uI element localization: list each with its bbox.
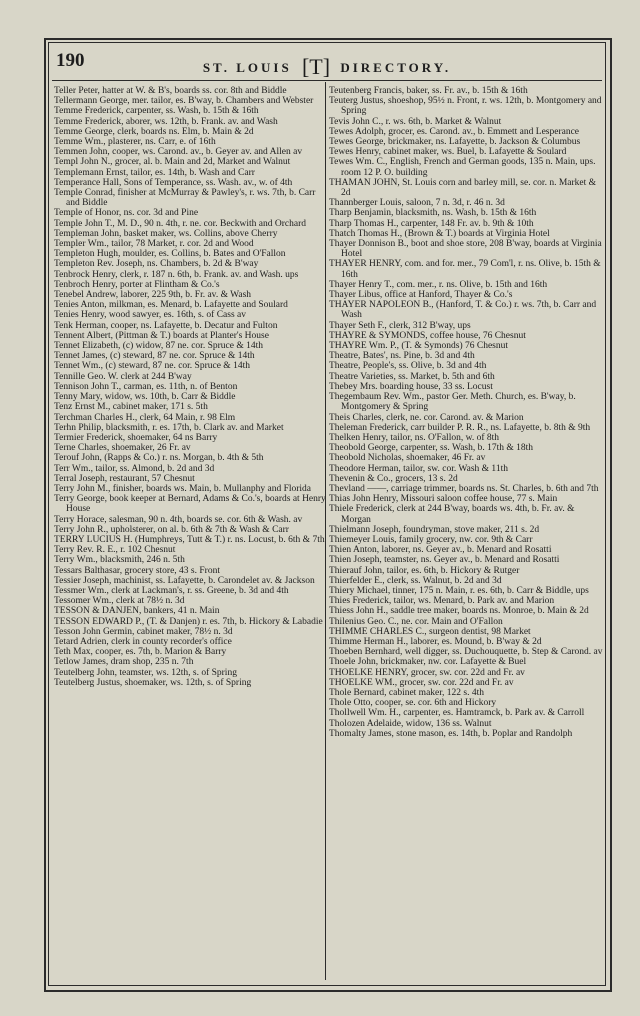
directory-entry: Theleman Frederick, carr builder P. R. R., ns. Lafayette, b. 8th & 9th: [329, 422, 591, 433]
directory-entry: Teutelberg John, teamster, ws. 12th, s. of Spring: [54, 667, 237, 678]
directory-entry: Theodore Herman, tailor, sw. cor. Wash & 11th: [329, 463, 508, 474]
directory-entry: Thierauf John, tailor, es. 6th, b. Hickory & Rutger: [329, 565, 520, 576]
directory-entry: THOELKE HENRY, grocer, sw. cor. 22d and Fr. av: [329, 667, 525, 678]
directory-entry: Tennent Albert, (Pittman & T.) boards at Planter's House: [54, 330, 269, 341]
directory-entry: Terr Wm., tailor, ss. Almond, b. 2d and 3d: [54, 463, 215, 474]
directory-entry: Thierfelder E., clerk, ss. Walnut, b. 2d and 3d: [329, 575, 502, 586]
directory-entry: Thayer Libus, office at Hanford, Thayer & Co.'s: [329, 290, 513, 301]
directory-entry: Thole Bernard, cabinet maker, 122 s. 4th: [329, 687, 485, 698]
directory-entry: Terne Charles, shoemaker, 26 Fr. av: [54, 443, 191, 454]
directory-entry: Tewes George, brickmaker, ns. Lafayette, b. Jackson & Columbus: [329, 137, 581, 148]
left-column: [54, 86, 328, 978]
directory-entry: Tessomer Wm., clerk at 78½ n. 3d: [54, 596, 185, 607]
directory-entry: Thole Otto, cooper, se. cor. 6th and Hickory: [329, 698, 497, 709]
directory-entry: Terry Rev. R. E., r. 102 Chesnut: [54, 545, 176, 556]
directory-entry: Thias John Henry, Missouri saloon coffee house, 77 s. Main: [329, 494, 558, 505]
directory-entry: Thilenius Geo. C., ne. cor. Main and O'Fallon: [329, 616, 503, 627]
title-letter: [T]: [301, 54, 331, 79]
directory-entry: Thiess John H., saddle tree maker, boards ns. Monroe, b. Main & 2d: [329, 606, 589, 617]
directory-entry: Theatre, Bates', ns. Pine, b. 3d and 4th: [329, 351, 475, 362]
directory-entry: Tenbrock Henry, clerk, r. 187 n. 6th, b. Frank. av. and Wash. ups: [54, 269, 299, 280]
directory-entry: Thayer Seth F., clerk, 312 B'way, ups: [329, 320, 471, 331]
title-word: DIRECTORY.: [340, 60, 452, 75]
directory-entry: Terchman Charles H., clerk, 64 Main, r. 98 Elm: [54, 412, 236, 423]
directory-entry: Terral Joseph, restaurant, 57 Chesnut: [54, 473, 195, 484]
directory-entry: THAYRE & SYMONDS, coffee house, 76 Chesnut: [329, 330, 526, 341]
right-column: [329, 86, 603, 978]
directory-entry: Teutelberg Justus, shoemaker, ws. 12th, s. of Spring: [54, 677, 252, 688]
directory-entry: Thimme Herman H., laborer, es. Mound, b. B'way & 2d: [329, 636, 542, 647]
directory-entry: Tholozen Adelaide, widow, 136 ss. Walnut: [329, 718, 492, 729]
directory-entry: Teth Max, cooper, es. 7th, b. Marion & Barry: [54, 647, 227, 658]
directory-entry: Templemann Ernst, tailor, es. 14th, b. Wash and Carr: [54, 167, 255, 178]
title-city: ST. LOUIS: [202, 60, 292, 75]
directory-entry: Tewes Adolph, grocer, es. Carond. av., b. Emmett and Lesperance: [329, 126, 580, 137]
directory-entry: Thiele Frederick, clerk at 244 B'way, boards ws. 4th, b. Fr. av. & Morgan: [329, 504, 575, 525]
directory-entry: Tetlow James, dram shop, 235 n. 7th: [54, 657, 194, 668]
directory-entry: Thien Anton, laborer, ns. Geyer av., b. Menard and Rosatti: [329, 545, 552, 556]
directory-entry: Templeman John, basket maker, ws. Collins, above Cherry: [54, 228, 278, 239]
directory-entry: Theobold George, carpenter, ss. Wash, b. 17th & 18th: [329, 443, 534, 454]
directory-entry: Tenk Herman, cooper, ns. Lafayette, b. Decatur and Fulton: [54, 320, 278, 331]
page-number: 190: [56, 50, 85, 71]
directory-entry: Thevland ——, carriage trimmer, boards ns. St. Charles, b. 6th and 7th: [329, 483, 599, 494]
directory-entry: Tennet James, (c) steward, 87 ne. cor. Spruce & 14th: [54, 351, 255, 362]
directory-entry: THAYRE Wm. P., (T. & Symonds) 76 Chesnut: [329, 341, 509, 352]
directory-entry: Templ John N., grocer, al. b. Main and 2d, Market and Walnut: [54, 157, 291, 168]
directory-entry: Tessmer Wm., clerk at Lackman's, r. ss. Greene, b. 3d and 4th: [54, 585, 289, 596]
directory-entry: Thayer Donnison B., boot and shoe store, 208 B'way, boards at Virginia Hotel: [329, 239, 602, 260]
header-rule: [52, 80, 602, 81]
directory-entry: THAYER NAPOLEON B., (Hanford, T. & Co.) r. ws. 7th, b. Carr and Wash: [329, 300, 597, 321]
directory-entry: Tewes Henry, cabinet maker, ws. Buel, b. Lafayette & Soulard: [329, 147, 567, 158]
directory-entry: Temme Frederick, aborer, ws. 12th, b. Frank. av. and Wash: [54, 116, 278, 127]
directory-entry: Teutenberg Francis, baker, ss. Fr. av., b. 15th & 16th: [329, 86, 528, 96]
directory-entry: Temperance Hall, Sons of Temperance, ss. Wash. av., w. of 4th: [54, 177, 293, 188]
directory-entry: Tenz Ernst M., cabinet maker, 171 s. 5th: [54, 402, 208, 413]
directory-entry: THOELKE WM., grocer, sw. cor. 22d and Fr. av: [329, 677, 514, 688]
directory-entry: Temmen John, cooper, ws. Carond. av., b. Geyer av. and Allen av: [54, 147, 303, 158]
directory-entry: Tenies Anton, milkman, es. Menard, b. Lafayette and Soulard: [54, 300, 288, 311]
directory-entry: Theis Charles, clerk, ne. cor. Carond. av. & Marion: [329, 412, 524, 423]
directory-entry: TERRY LUCIUS H. (Humphreys, Tutt & T.) r. ns. Locust, b. 6th & 7th: [54, 534, 325, 545]
directory-entry: Tenny Mary, widow, ws. 10th, b. Carr & Biddle: [54, 392, 236, 403]
directory-entry: Temple John T., M. D., 90 n. 4th, r. ne. cor. Beckwith and Orchard: [54, 218, 307, 229]
directory-entry: Tennet Elizabeth, (c) widow, 87 ne. cor. Spruce & 14th: [54, 341, 263, 352]
directory-entry: Thomalty James, stone mason, es. 14th, b. Poplar and Randolph: [329, 728, 573, 739]
directory-entry: Thollwell Wm. H., carpenter, es. Hamtramck, b. Park av. & Carroll: [329, 708, 585, 719]
directory-entry: Tharp Thomas H., carpenter, 148 Fr. av. b. 9th & 10th: [329, 218, 534, 229]
directory-entry: Thies Frederick, tailor, ws. Menard, b. Park av. and Marion: [329, 596, 555, 607]
directory-entry: THAYER HENRY, com. and for. mer., 79 Com'l, r. ns. Olive, b. 15th & 16th: [329, 259, 601, 280]
directory-entry: Teller Peter, hatter at W. & B's, boards ss. cor. 8th and Biddle: [54, 86, 287, 96]
directory-entry: Theatre Varieties, ss. Market, b. 5th and 6th: [329, 371, 495, 382]
directory-entry: Thayer Henry T., com. mer., r. ns. Olive, b. 15th and 16th: [329, 279, 548, 290]
directory-entry: Temple of Honor, ns. cor. 3d and Pine: [54, 208, 199, 219]
directory-entry: Tetard Adrien, clerk in county recorder's office: [54, 636, 232, 647]
directory-entry: Terry Wm., blacksmith, 246 n. 5th: [54, 555, 185, 566]
directory-entry: Temme George, clerk, boards ns. Elm, b. Main & 2d: [54, 126, 254, 137]
directory-entry: Thevenin & Co., grocers, 13 s. 2d: [329, 473, 458, 484]
directory-entry: Terouf John, (Rapps & Co.) r. ns. Morgan, b. 4th & 5th: [54, 453, 264, 464]
running-title: [52, 52, 602, 78]
directory-entry: Thien Joseph, teamster, ns. Geyer av., b. Menard and Rosatti: [329, 555, 560, 566]
directory-entry: Tellermann George, mer. tailor, es. B'way, b. Chambers and Webster: [54, 96, 314, 107]
directory-entry: Tennille Geo. W. clerk at 244 B'way: [54, 371, 192, 382]
page-header: [52, 48, 602, 79]
directory-entry: Terry John M., finisher, boards ws. Main, b. Mullanphy and Florida: [54, 483, 312, 494]
directory-entry: Thiery Michael, tinner, 175 n. Main, r. es. 6th, b. Carr & Biddle, ups: [329, 585, 589, 596]
directory-entry: Terry Horace, salesman, 90 n. 4th, boards se. cor. 6th & Wash. av: [54, 514, 303, 525]
directory-entry: Temme Frederick, carpenter, ss. Wash, b. 15th & 16th: [54, 106, 259, 117]
directory-entry: Thannberger Louis, saloon, 7 n. 3d, r. 46 n. 3d: [329, 198, 505, 209]
directory-entry: Thelken Henry, tailor, ns. O'Fallon, w. of 8th: [329, 432, 500, 443]
directory-entry: Tevis John C., r. ws. 6th, b. Market & Walnut: [329, 116, 502, 127]
directory-entry: Tenbroch Henry, porter at Flintham & Co.'s: [54, 279, 220, 290]
directory-entry: Terry John R., upholsterer, on al. b. 6th & 7th & Wash & Carr: [54, 524, 289, 535]
directory-entry: Thoele John, brickmaker, nw. cor. Lafayette & Buel: [329, 657, 527, 668]
directory-entry: THAMAN JOHN, St. Louis corn and barley mill, se. cor. n. Market & 2d: [329, 177, 597, 199]
directory-entry: Tennet Wm., (c) steward, 87 ne. cor. Spruce & 14th: [54, 361, 250, 372]
directory-entry: Theobold Nicholas, shoemaker, 46 Fr. av: [329, 453, 486, 464]
directory-entry: Templeton Hugh, moulder, es. Collins, b. Bates and O'Fallon: [54, 249, 286, 260]
directory-entry: TESSON & DANJEN, bankers, 41 n. Main: [54, 606, 220, 617]
directory-entry: Tesson John Germin, cabinet maker, 78½ n. 3d: [54, 626, 233, 637]
directory-entry: Templer Wm., tailor, 78 Market, r. cor. 2d and Wood: [54, 239, 254, 250]
directory-entry: Teuterg Justus, shoeshop, 95½ n. Front, r. ws. 12th, b. Montgomery and Spring: [329, 96, 602, 117]
directory-entry: Thebey Mrs. boarding house, 33 ss. Locust: [329, 381, 493, 392]
directory-entry: Temme Wm., plasterer, ns. Carr, e. of 16th: [54, 137, 216, 148]
directory-entry: Tessier Joseph, machinist, ss. Lafayette, b. Carondelet av. & Jackson: [54, 575, 315, 586]
directory-entry: Thielmann Joseph, foundryman, stove maker, 211 s. 2d: [329, 524, 540, 535]
directory-entry: Terry George, book keeper at Bernard, Adams & Co.'s, boards at Henry House: [54, 494, 326, 515]
directory-entry: Thiemeyer Louis, family grocery, nw. cor. 9th & Carr: [329, 534, 533, 545]
directory-entry: Tessars Balthasar, grocery store, 43 s. Front: [54, 565, 220, 576]
directory-entry: Terhn Philip, blacksmith, r. es. 17th, b. Clark av. and Market: [54, 422, 284, 433]
directory-entry: Templeton Rev. Joseph, ns. Chambers, b. 2d & B'way: [54, 259, 259, 270]
directory-entry: Tewes Wm. C., English, French and German goods, 135 n. Main, ups. room 12 P. O. building: [329, 157, 596, 178]
directory-entry: Tennison John T., carman, es. 11th, n. of Benton: [54, 381, 238, 392]
directory-entry: Tenies Henry, wood sawyer, es. 16th, s. of Cass av: [54, 310, 246, 321]
directory-entry: Termier Frederick, shoemaker, 64 ns Barry: [54, 432, 218, 443]
directory-entry: Tharp Benjamin, blacksmith, ns. Wash, b. 15th & 16th: [329, 208, 537, 219]
directory-entry: THIMME CHARLES C., surgeon dentist, 98 Market: [329, 626, 531, 637]
directory-entry: Thatch Thomas H., (Brown & T.) boards at Virginia Hotel: [329, 228, 550, 239]
directory-entry: Tenebel Andrew, laborer, 225 9th, b. Fr. av. & Wash: [54, 290, 252, 301]
directory-entry: Temple Conrad, finisher at McMurray & Pawley's, r. ws. 7th, b. Carr and Biddle: [54, 188, 316, 209]
directory-entry: Thoeben Bernhard, well digger, ss. Duchouquette, b. Step & Carond. av: [329, 647, 603, 658]
directory-entry: Thegembaum Rev. Wm., pastor Ger. Meth. Church, es. B'way, b. Montgomery & Spring: [329, 392, 576, 413]
directory-entry: Theatre, People's, ss. Olive, b. 3d and 4th: [329, 361, 487, 372]
directory-entry: TESSON EDWARD P., (T. & Danjen) r. es. 7th, b. Hickory & Labadie: [54, 616, 323, 627]
